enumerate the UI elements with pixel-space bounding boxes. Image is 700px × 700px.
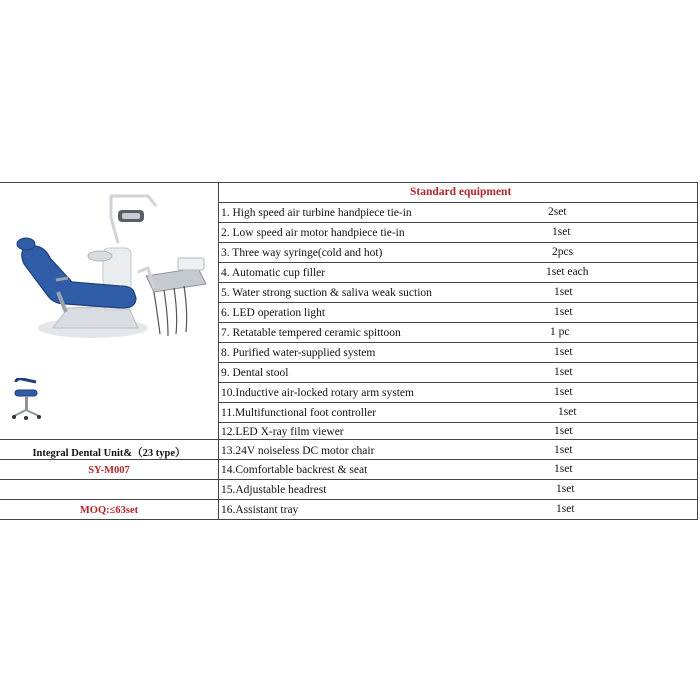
row-divider — [218, 222, 698, 223]
row-divider — [0, 439, 698, 440]
row-divider — [218, 242, 698, 243]
product-name: Integral Dental Unit&（23 type） — [32, 448, 186, 459]
item-name: 8. Purified water-supplied system — [221, 347, 376, 359]
item-qty: 1set each — [546, 266, 589, 278]
item-qty: 1set — [554, 306, 573, 318]
spec-sheet — [0, 182, 698, 520]
item-name: 13.24V noiseless DC motor chair — [221, 445, 375, 457]
item-name: 15.Adjustable headrest — [221, 484, 327, 496]
item-name: 12.LED X-ray film viewer — [221, 426, 344, 438]
row-divider — [218, 402, 698, 403]
product-moq: MOQ:≤63set — [79, 505, 139, 516]
item-qty: 1set — [556, 483, 575, 495]
item-qty: 2pcs — [552, 246, 574, 258]
row-divider — [218, 322, 698, 323]
table-right-border — [697, 182, 698, 520]
item-qty: 1set — [554, 463, 573, 475]
row-divider — [218, 342, 698, 343]
table-top-border — [0, 182, 698, 183]
item-name: 14.Comfortable backrest & seat — [221, 464, 368, 476]
column-divider — [218, 182, 219, 520]
row-divider — [0, 479, 698, 480]
item-name: 10.Inductive air-locked rotary arm system — [221, 387, 414, 399]
item-qty: 1set — [558, 406, 577, 418]
item-name: 5. Water strong suction & saliva weak suction — [221, 287, 432, 299]
row-divider — [218, 422, 698, 423]
item-name: 2. Low speed air motor handpiece tie-in — [221, 227, 405, 239]
dental-chair-image — [8, 188, 213, 348]
table-bottom-border — [0, 519, 698, 520]
item-qty: 1set — [556, 503, 575, 515]
row-divider — [218, 382, 698, 383]
row-divider — [218, 282, 698, 283]
item-qty: 1set — [554, 425, 573, 437]
item-name: 9. Dental stool — [221, 367, 289, 379]
item-name: 16.Assistant tray — [221, 504, 299, 516]
dental-stool-image — [10, 378, 44, 420]
item-qty: 1set — [554, 286, 573, 298]
product-model: SY-M007 — [88, 465, 130, 476]
item-name: 7. Retatable tempered ceramic spittoon — [221, 327, 401, 339]
item-qty: 2set — [548, 206, 567, 218]
table-header: Standard equipment — [410, 186, 512, 198]
item-qty: 1set — [554, 386, 573, 398]
row-divider — [0, 499, 698, 500]
row-divider — [218, 202, 698, 203]
item-name: 6. LED operation light — [221, 307, 326, 319]
item-name: 4. Automatic cup filler — [221, 267, 326, 279]
item-qty: 1 pc — [550, 326, 570, 338]
item-qty: 1set — [554, 346, 573, 358]
item-name: 11.Multifunctional foot controller — [221, 407, 377, 419]
row-divider — [218, 362, 698, 363]
row-divider — [218, 302, 698, 303]
item-qty: 1set — [554, 444, 573, 456]
item-name: 1. High speed air turbine handpiece tie-in — [221, 207, 412, 219]
item-name: 3. Three way syringe(cold and hot) — [221, 247, 383, 259]
item-qty: 1set — [552, 226, 571, 238]
row-divider — [218, 262, 698, 263]
item-qty: 1set — [554, 366, 573, 378]
